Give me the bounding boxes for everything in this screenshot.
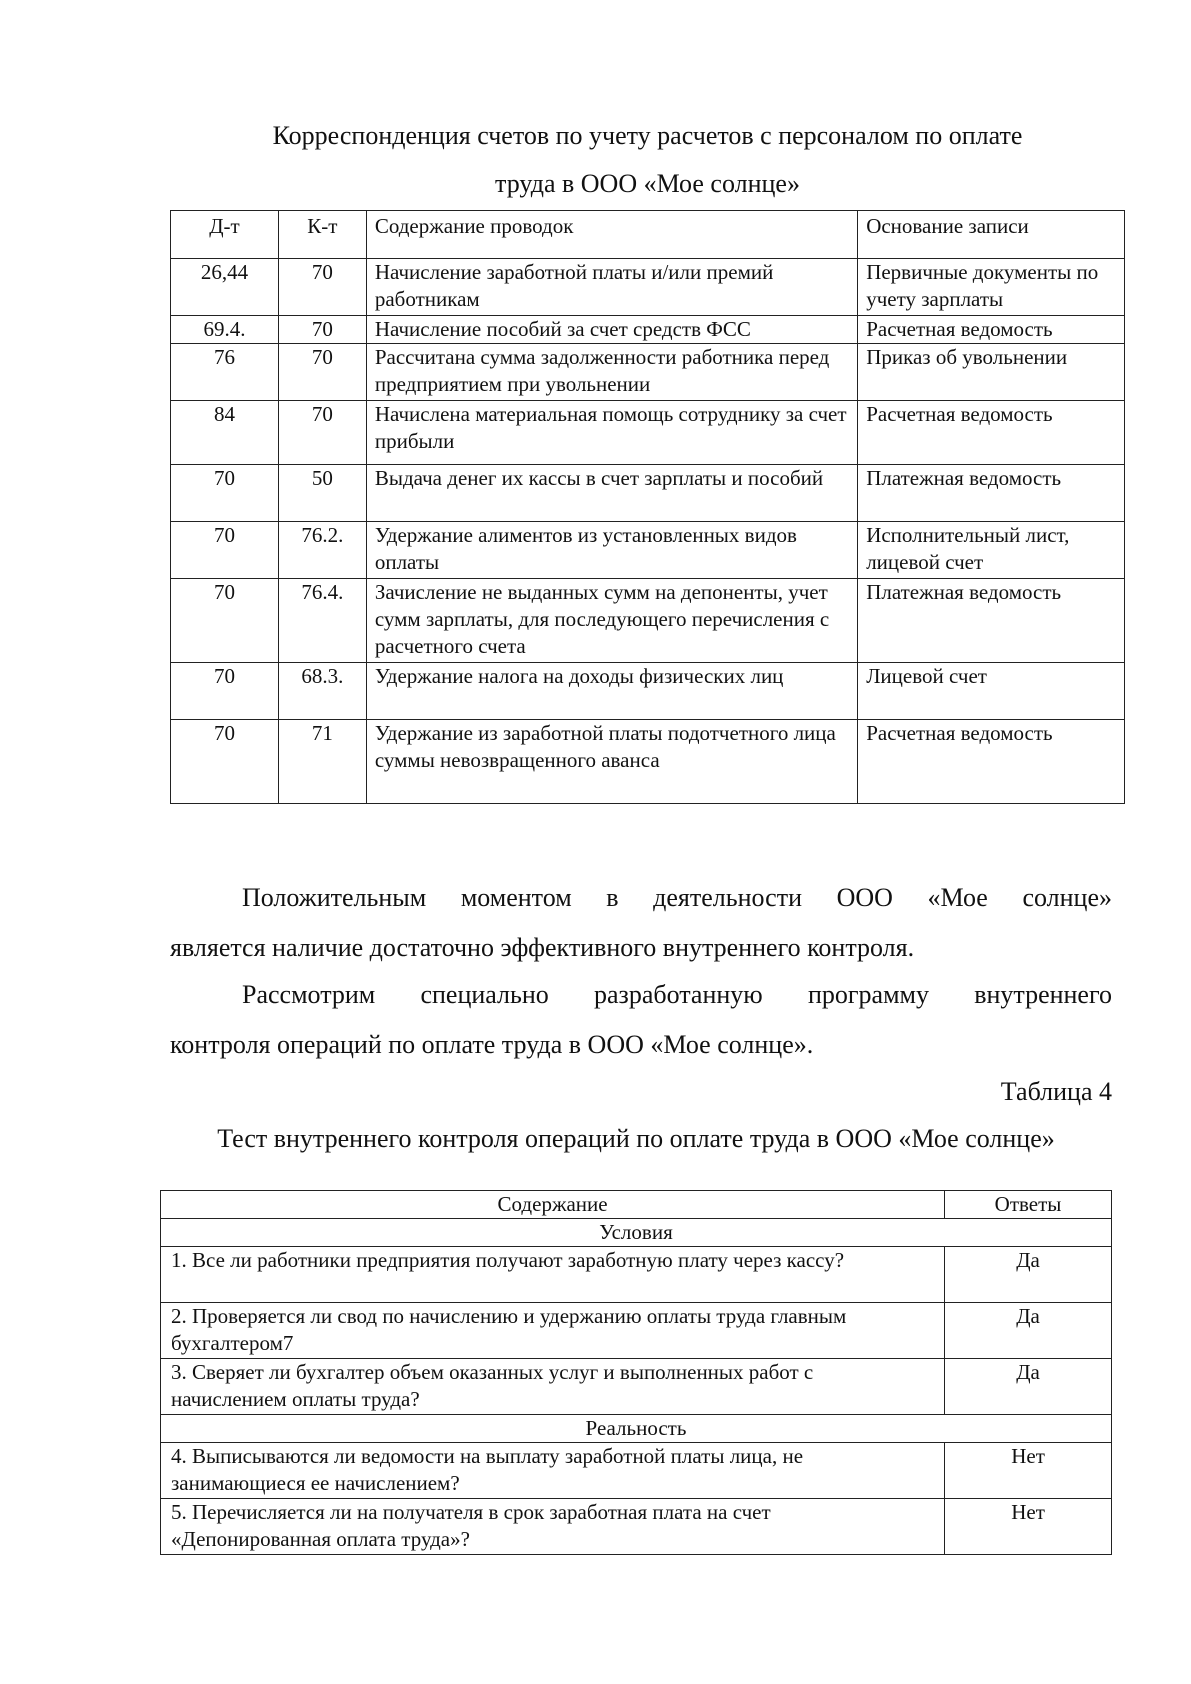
cell-credit: 71 [278,720,366,804]
table-row [171,720,1125,804]
table1-title-line1: Корреспонденция счетов по учету расчетов с персоналом по оплате [272,121,1023,150]
cell-credit: 70 [278,344,366,401]
cell-basis: Расчетная ведомость [858,401,1125,465]
table-row [161,1499,1112,1555]
cell-debit: 69.4. [171,316,279,344]
cell-content: Удержание из заработной платы подотчетного лица суммы невозвращенного аванса [366,720,857,804]
question-text: 2. Проверяется ли свод по начислению и удержанию оплаты труда главным бухгалтером7 [161,1303,945,1359]
table-row [171,579,1125,663]
paragraph-line: контроля операций по оплате труда в ООО «Мое солнце». [170,1030,814,1059]
cell-basis: Платежная ведомость [858,579,1125,663]
header-credit: К-т [278,211,366,259]
table1-title [170,112,1125,208]
cell-content: Начислена материальная помощь сотруднику за счет прибыли [366,401,857,465]
cell-credit: 70 [278,401,366,465]
answer: Да [945,1359,1112,1415]
table-row [171,344,1125,401]
cell-credit: 70 [278,316,366,344]
table-row [161,1303,1112,1359]
header-answers: Ответы [945,1191,1112,1219]
section-row [161,1415,1112,1443]
internal-control-test-table [160,1190,1112,1555]
cell-credit: 76.2. [278,522,366,579]
table1-title-line2: труда в ООО «Мое солнце» [495,169,800,198]
question-text: 1. Все ли работники предприятия получают заработную плату через кассу? [161,1247,945,1303]
cell-basis: Приказ об увольнении [858,344,1125,401]
cell-credit: 50 [278,465,366,522]
accounts-correspondence-table [170,210,1125,804]
cell-basis: Исполнительный лист, лицевой счет [858,522,1125,579]
answer: Нет [945,1499,1112,1555]
cell-debit: 84 [171,401,279,465]
header-basis: Основание записи [858,211,1125,259]
cell-debit: 70 [171,720,279,804]
paragraph-line: Рассмотрим специально разработанную программу внутреннего [242,980,1112,1009]
answer: Да [945,1303,1112,1359]
header-debit: Д-т [171,211,279,259]
table-row [171,522,1125,579]
cell-basis: Расчетная ведомость [858,720,1125,804]
cell-credit: 70 [278,259,366,316]
cell-debit: 70 [171,663,279,720]
cell-basis: Лицевой счет [858,663,1125,720]
table-row [171,316,1125,344]
header-content: Содержание [161,1191,945,1219]
cell-debit: 70 [171,579,279,663]
section-row [161,1219,1112,1247]
cell-content: Рассчитана сумма задолженности работника перед предприятием при увольнении [366,344,857,401]
cell-content: Удержание алиментов из установленных видов оплаты [366,522,857,579]
table-header-row [171,211,1125,259]
table-number-label: Таблица 4 [1000,1077,1112,1106]
cell-basis: Платежная ведомость [858,465,1125,522]
paragraph-line: является наличие достаточно эффективного внутреннего контроля. [170,933,915,962]
paragraph-program [170,970,1112,1070]
question-text: 4. Выписываются ли ведомости на выплату заработной платы лица, не занимающиеся ее начислением? [161,1443,945,1499]
table-row [171,465,1125,522]
question-text: 5. Перечисляется ли на получателя в срок заработная плата на счет «Депонированная оплата труда»? [161,1499,945,1555]
table-header-row [161,1191,1112,1219]
cell-content: Начисление пособий за счет средств ФСС [366,316,857,344]
table-row [171,259,1125,316]
cell-debit: 26,44 [171,259,279,316]
cell-content: Выдача денег их кассы в счет зарплаты и пособий [366,465,857,522]
table2-title: Тест внутреннего контроля операций по оплате труда в ООО «Мое солнце» [217,1124,1055,1153]
table-row [161,1247,1112,1303]
cell-content: Зачисление не выданных сумм на депоненты, учет сумм зарплаты, для последующего перечисления с расчетного счета [366,579,857,663]
cell-debit: 76 [171,344,279,401]
question-text: 3. Сверяет ли бухгалтер объем оказанных услуг и выполненных работ с начислением оплаты труда? [161,1359,945,1415]
cell-content: Удержание налога на доходы физических лиц [366,663,857,720]
cell-debit: 70 [171,465,279,522]
answer: Нет [945,1443,1112,1499]
cell-content: Начисление заработной платы и/или премий работникам [366,259,857,316]
header-content: Содержание проводок [366,211,857,259]
answer: Да [945,1247,1112,1303]
section-reality: Реальность [161,1415,1112,1443]
cell-credit: 68.3. [278,663,366,720]
cell-debit: 70 [171,522,279,579]
table-row [171,663,1125,720]
table-row [161,1359,1112,1415]
section-conditions: Условия [161,1219,1112,1247]
cell-basis: Расчетная ведомость [858,316,1125,344]
table-row [161,1443,1112,1499]
paragraph-internal-control [170,873,1112,973]
paragraph-line: Положительным моментом в деятельности ООО «Мое солнце» [242,883,1112,912]
table-row [171,401,1125,465]
cell-basis: Первичные документы по учету зарплаты [858,259,1125,316]
cell-credit: 76.4. [278,579,366,663]
